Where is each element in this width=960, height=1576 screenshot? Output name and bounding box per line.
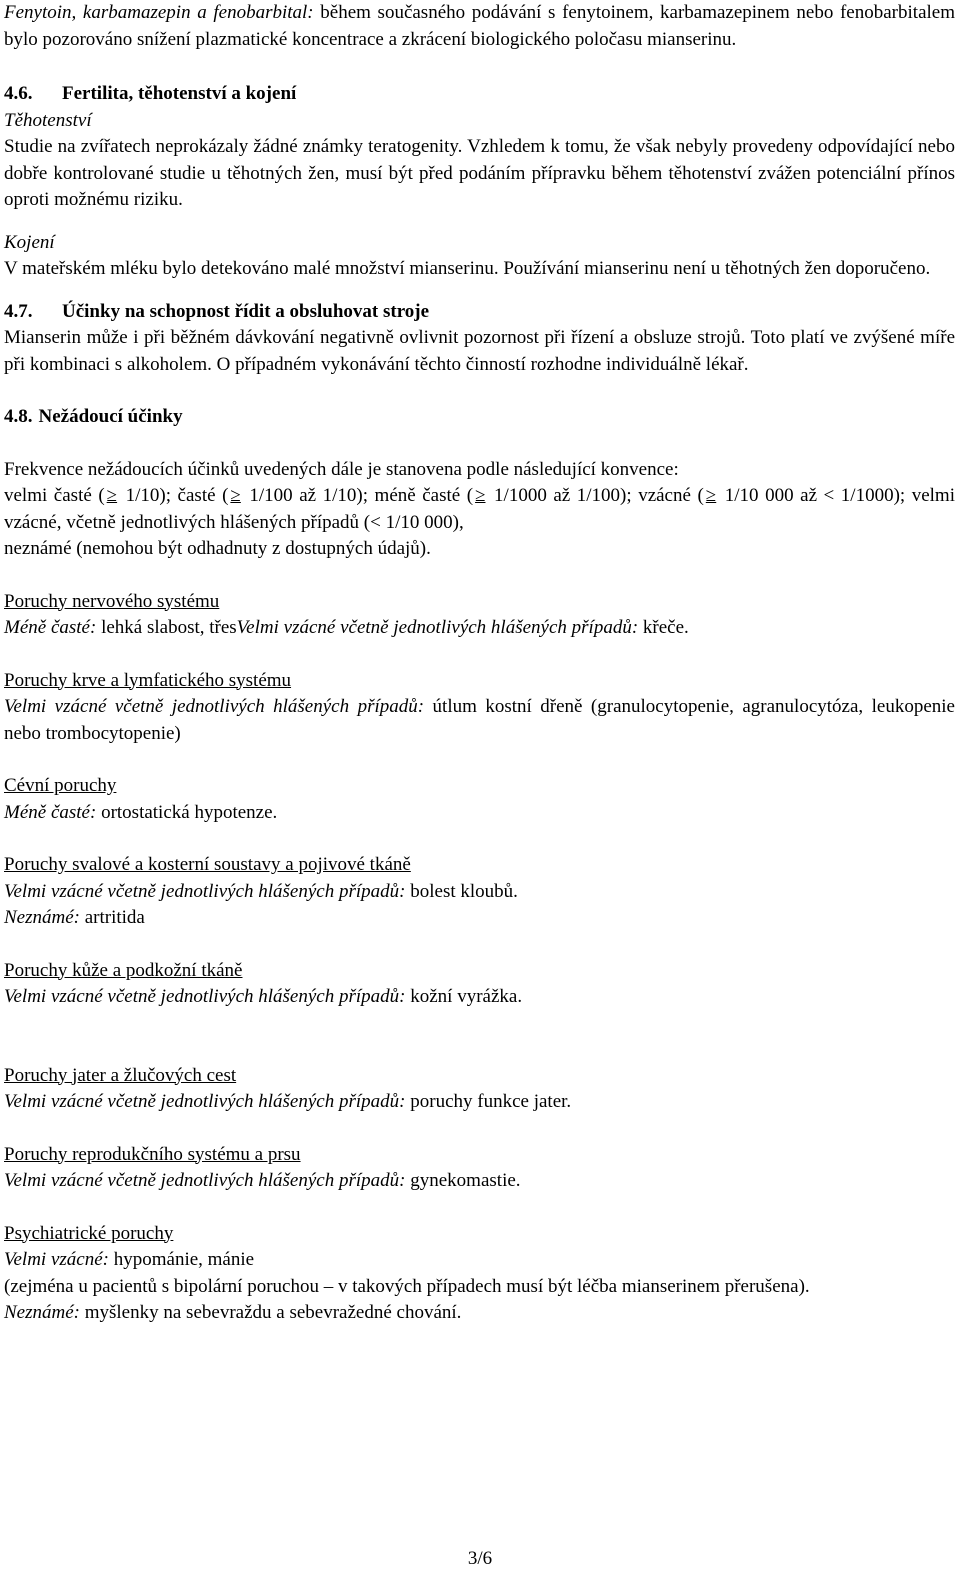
ge-symbol: ≥ bbox=[230, 485, 241, 506]
subheading-pregnancy: Těhotenství bbox=[4, 109, 92, 131]
section-heading-4-7 bbox=[4, 299, 955, 326]
section-title: Fertilita, těhotenství a kojení bbox=[62, 83, 297, 104]
soc-line: Neznámé: artritida bbox=[4, 907, 145, 928]
soc-heading: Poruchy kůže a podkožní tkáně bbox=[4, 959, 243, 981]
soc-line: Velmi vzácné včetně jednotlivých hlášených případů: gynekomastie. bbox=[4, 1170, 521, 1191]
document-content bbox=[4, 0, 955, 1327]
section-heading-4-6 bbox=[4, 81, 955, 108]
soc-heading: Poruchy reprodukčního systému a prsu bbox=[4, 1143, 301, 1165]
ge-symbol: ≥ bbox=[106, 485, 118, 506]
paragraph-interactions bbox=[4, 0, 955, 53]
soc-heading: Poruchy nervového systému bbox=[4, 590, 220, 612]
section-number: 4.8. bbox=[4, 406, 33, 427]
page-number: 3/6 bbox=[467, 1548, 493, 1569]
soc-line: Méně časté: lehká slabost, třesVelmi vzácné včetně jednotlivých hlášených případů: křeče. bbox=[4, 617, 689, 638]
frequency-unknown: neznámé (nemohou být odhadnuty z dostupných údajů). bbox=[4, 538, 431, 559]
soc-heading: Poruchy jater a žlučových cest bbox=[4, 1064, 237, 1086]
section-number: 4.6. bbox=[4, 83, 33, 104]
soc-line: Velmi vzácné včetně jednotlivých hlášených případů: útlum kostní dřeně (granulocytopenie, agranulocytóza, leukopenie nebo trombocytopenie) bbox=[4, 696, 955, 744]
ge-symbol: ≥ bbox=[475, 485, 486, 506]
interaction-text: během současného podávání s fenytoinem, karbamazepinem nebo fenobarbitalem bylo pozorováno snížení plazmatické koncentrace a zkrácení biologického poločasu mianserinu. bbox=[4, 2, 955, 50]
soc-heading: Poruchy svalové a kosterní soustavy a pojivové tkáně bbox=[4, 854, 411, 875]
soc-heading: Cévní poruchy bbox=[4, 775, 117, 796]
soc-heading: Psychiatrické poruchy bbox=[4, 1222, 174, 1244]
section-title: Účinky na schopnost řídit a obsluhovat stroje bbox=[62, 300, 430, 322]
section-number: 4.7. bbox=[4, 300, 33, 322]
section-heading-4-8 bbox=[4, 404, 955, 431]
paragraph-pregnancy: Studie na zvířatech neprokázaly žádné známky teratogenity. Vzhledem k tomu, že však nebyly provedeny odpovídající nebo dobře kontrolované studie u těhotných žen, musí být před podáním přípravku během těhotenství zvážen potenciální přínos oproti možnému riziku. bbox=[4, 136, 955, 210]
soc-line: Velmi vzácné včetně jednotlivých hlášených případů: kožní vyrážka. bbox=[4, 986, 523, 1007]
soc-line: Méně časté: ortostatická hypotenze. bbox=[4, 801, 278, 823]
subheading-lactation: Kojení bbox=[4, 231, 55, 253]
paragraph-lactation: V mateřském mléku bylo detekováno malé množství mianserinu. Používání mianserinu není u těhotných žen doporučeno. bbox=[4, 258, 931, 279]
soc-line: Velmi vzácné včetně jednotlivých hlášených případů: poruchy funkce jater. bbox=[4, 1091, 572, 1112]
soc-line: Velmi vzácné včetně jednotlivých hlášených případů: bolest kloubů. bbox=[4, 880, 518, 902]
soc-line: (zejména u pacientů s bipolární poruchou – v takových případech musí být léčba mianserinem přerušena). bbox=[4, 1275, 810, 1297]
soc-heading: Poruchy krve a lymfatického systému bbox=[4, 669, 292, 691]
soc-line: Neznámé: myšlenky na sebevraždu a sebevražedné chování. bbox=[4, 1302, 462, 1323]
section-title: Nežádoucí účinky bbox=[38, 406, 183, 427]
frequency-convention: Frekvence nežádoucích účinků uvedených dále je stanovena podle následující konvence: velmi časté ( ≥ 1/10); časté ( ≥ 1/100 až 1/10); méně časté ( ≥ 1/1000 až 1/100); vzácné ( ≥ 1/10 000 až < 1/1000); velmi vzácné, včetně jednotlivých hlášených případů (< 1/10 000), bbox=[4, 458, 955, 533]
soc-line: Velmi vzácné: hypománie, mánie bbox=[4, 1249, 255, 1270]
drug-names: Fenytoin, karbamazepin a fenobarbital: bbox=[4, 2, 314, 23]
ge-symbol: ≥ bbox=[705, 485, 717, 506]
paragraph-driving: Mianserin může i při běžném dávkování negativně ovlivnit pozornost při řízení a obsluze strojů. Toto platí ve zvýšené míře při kombinaci s alkoholem. O případném vykonávání těchto činností rozhodne individuálně lékař. bbox=[4, 327, 955, 375]
